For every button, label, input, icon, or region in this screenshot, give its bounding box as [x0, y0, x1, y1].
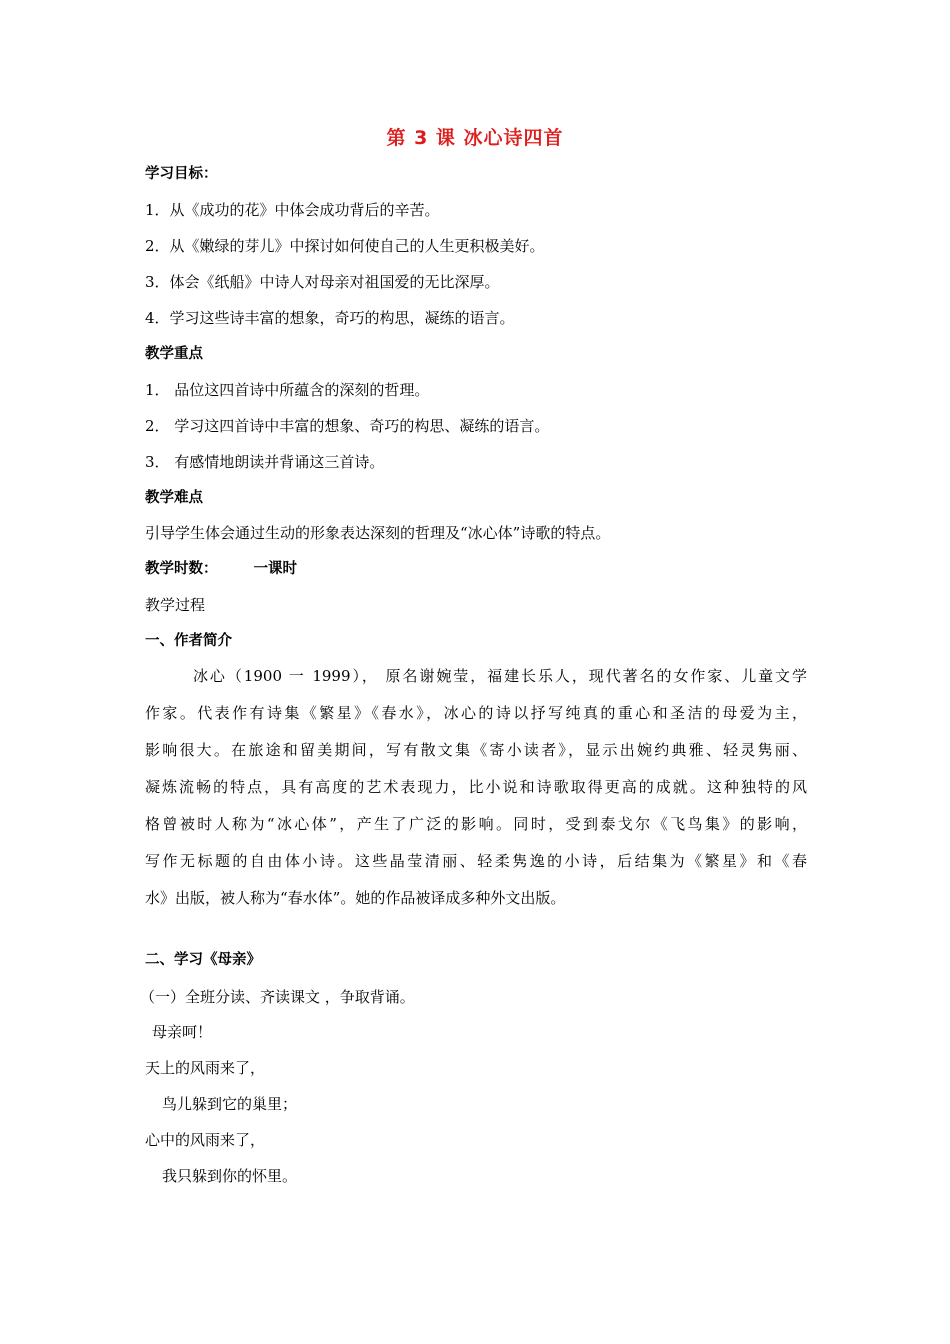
teaching-hours — [145, 559, 297, 579]
page-title: 第 3 课 冰心诗四首 — [386, 127, 564, 149]
poem-line: 鸟儿躲到它的巢里； — [162, 1095, 298, 1113]
paragraph-line: 影响很大。在旅途和留美期间，写有散文集《寄小读者》，显示出婉约典雅、轻灵隽丽、 — [145, 741, 807, 759]
paragraph-line: 冰心（1900 一 1999）， 原名谢婉莹，福建长乐人，现代著名的女作家、儿童文学 — [193, 667, 807, 685]
process-label: 教学过程 — [145, 596, 206, 614]
key-point-item: 1． 品位这四首诗中所蕴含的深刻的哲理。 — [145, 381, 430, 399]
key-points-heading: 教学重点 — [145, 346, 203, 362]
goal-item: 2．从《嫩绿的芽儿》中探讨如何使自己的人生更积极美好。 — [145, 237, 545, 255]
poem-line: 天上的风雨来了， — [145, 1059, 266, 1077]
key-point-item: 2． 学习这四首诗中丰富的想象、奇巧的构思、凝练的语言。 — [145, 417, 550, 435]
author-heading: 一、作者简介 — [145, 633, 232, 649]
teaching-hours-value: 一课时 — [253, 561, 297, 577]
paragraph-line: 作家。代表作有诗集《繁星》《春水》，冰心的诗以抒写纯真的重心和圣洁的母爱为主， — [145, 704, 807, 722]
mother-instruction: （一）全班分读、齐读课文 ，争取背诵。 — [140, 988, 415, 1006]
goal-item: 3．体会《纸船》中诗人对母亲对祖国爱的无比深厚。 — [145, 273, 500, 291]
poem-line: 我只躲到你的怀里。 — [162, 1167, 298, 1185]
teaching-hours-label: 教学时数： — [145, 561, 218, 577]
poem-line: 母亲呵！ — [152, 1023, 213, 1041]
difficulty-text: 引导学生体会通过生动的形象表达深刻的哲理及“冰心体”诗歌的特点。 — [145, 524, 611, 542]
goals-heading: 学习目标： — [145, 166, 218, 182]
paragraph-line: 凝炼流畅的特点，具有高度的艺术表现力，比小说和诗歌取得更高的成就。这种独特的风 — [145, 778, 807, 796]
paragraph-line: 写作无标题的自由体小诗。这些晶莹清丽、轻柔隽逸的小诗，后结集为《繁星》和《春 — [145, 852, 807, 870]
poem-line: 心中的风雨来了， — [145, 1131, 266, 1149]
difficulty-heading: 教学难点 — [145, 490, 203, 506]
paragraph-line: 水》出版，被人称为“春水体”。她的作品被译成多种外文出版。 — [145, 889, 566, 907]
paragraph-line: 格曾被时人称为“冰心体”，产生了广泛的影响。同时，受到泰戈尔《飞鸟集》的影响， — [145, 815, 807, 833]
key-point-item: 3． 有感情地朗读并背诵这三首诗。 — [145, 453, 385, 471]
goal-item: 4．学习这些诗丰富的想象，奇巧的构思，凝练的语言。 — [145, 309, 515, 327]
goal-item: 1．从《成功的花》中体会成功背后的辛苦。 — [145, 201, 440, 219]
mother-heading: 二、学习《母亲》 — [145, 952, 261, 968]
author-paragraph — [145, 666, 807, 925]
